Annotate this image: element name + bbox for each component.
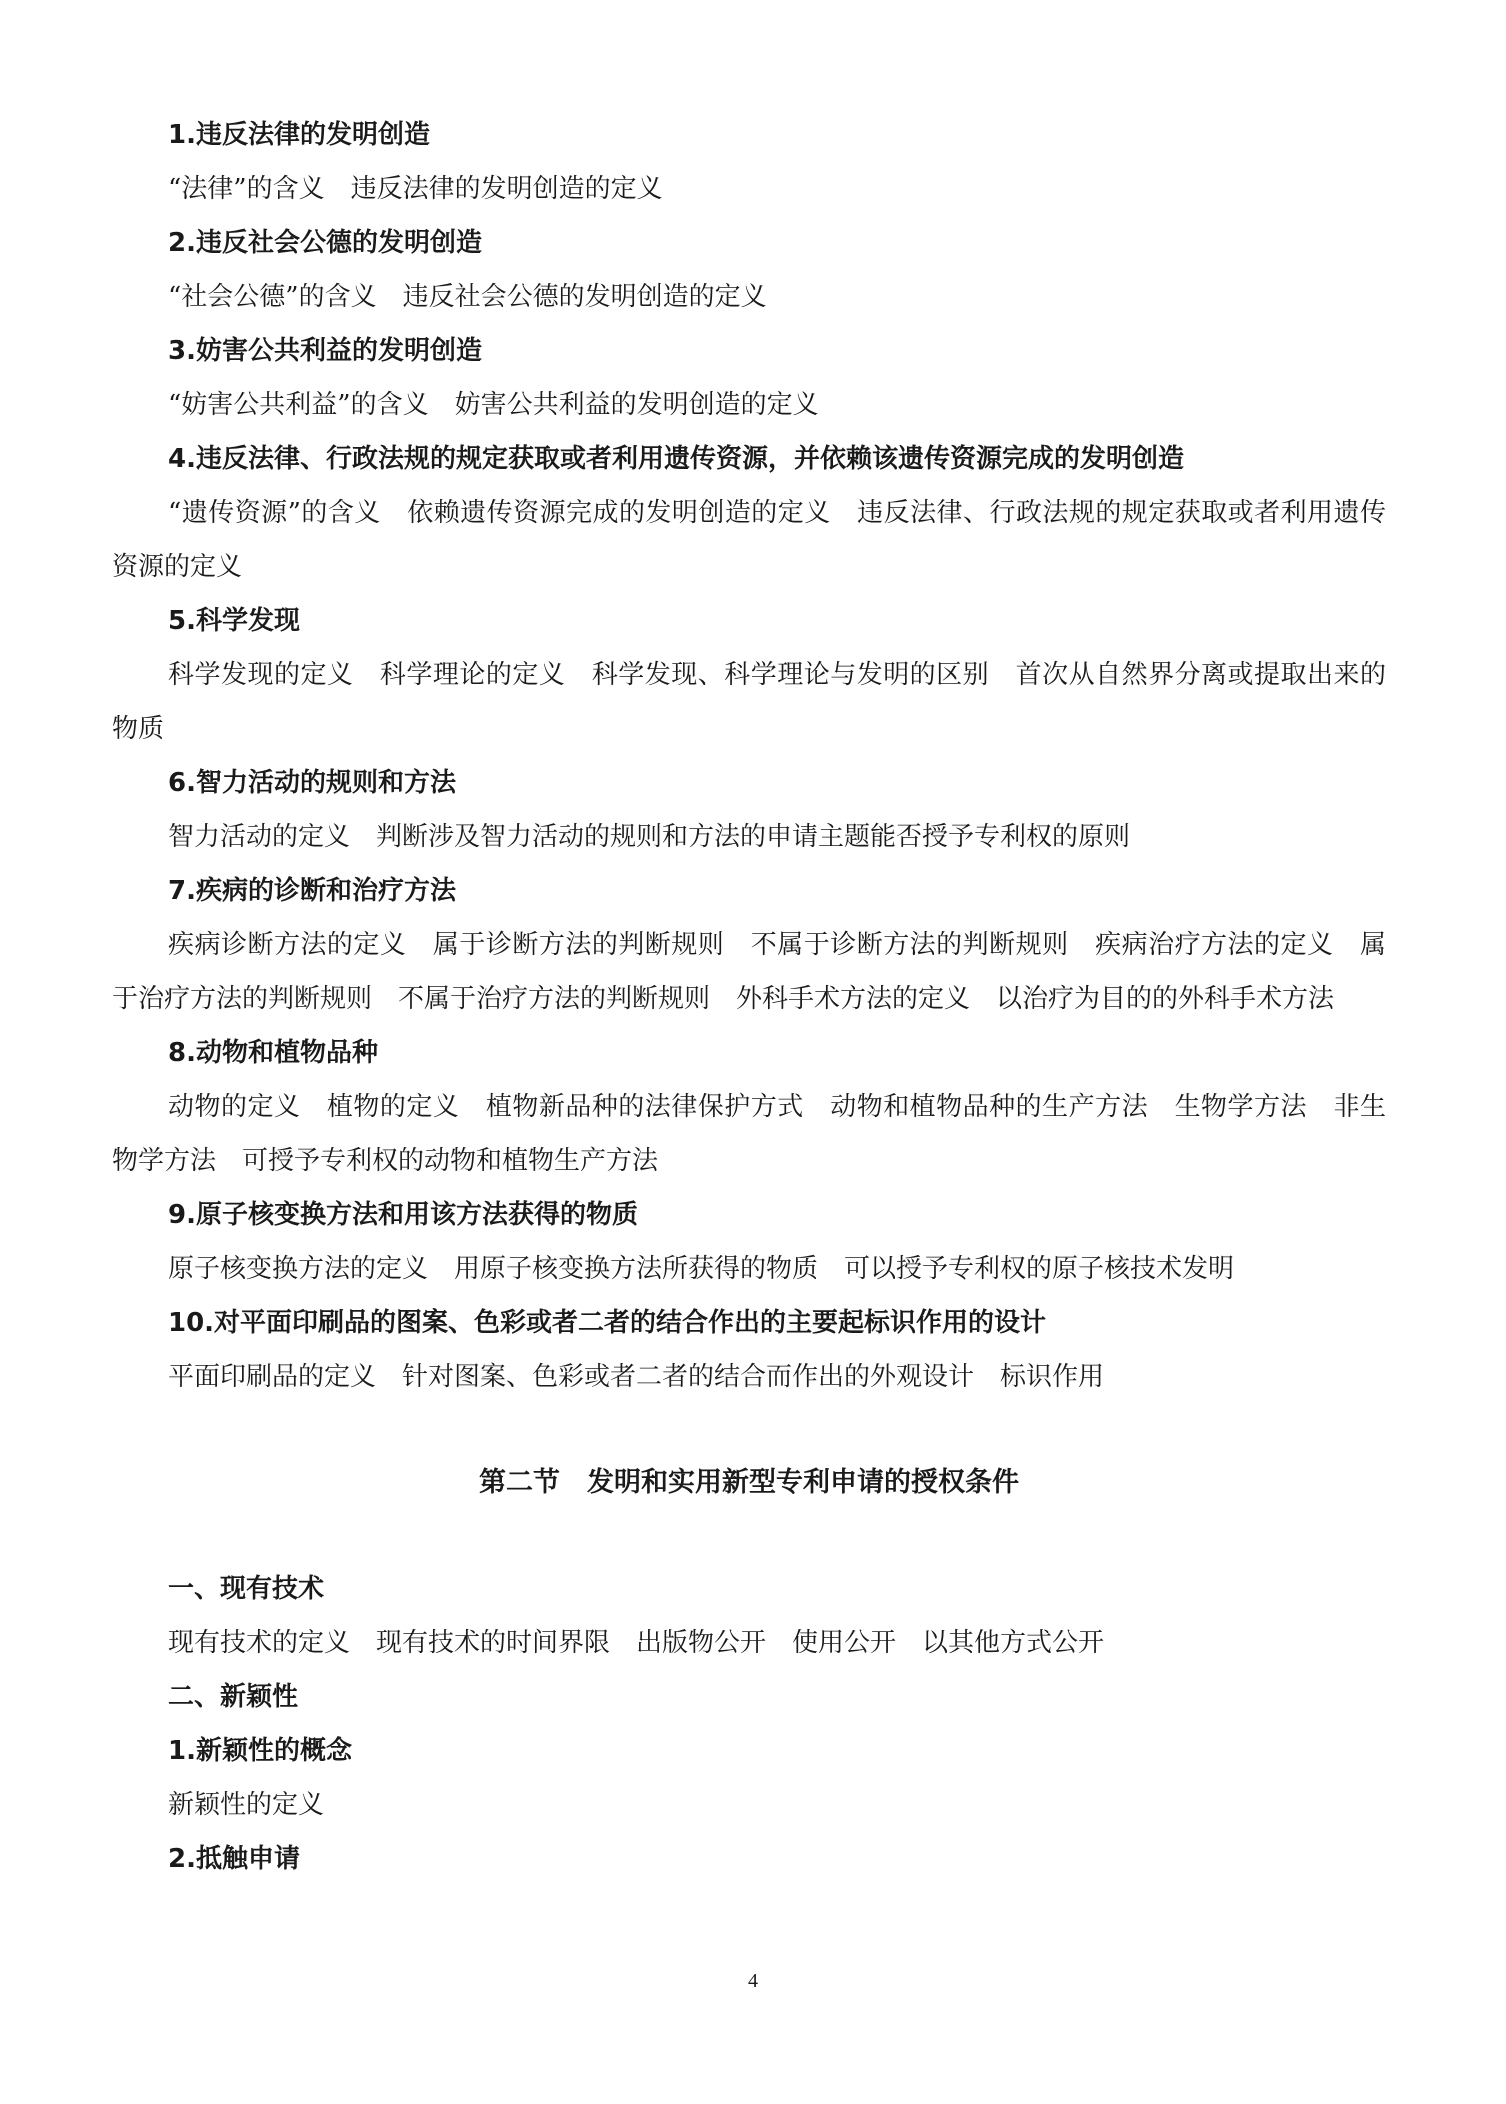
section-heading-prior-art: 一、现有技术	[168, 1574, 325, 1604]
section-heading-novelty: 二、新颖性	[168, 1682, 299, 1712]
item-heading: 4.违反法律、行政法规的规定获取或者利用遗传资源，并依赖该遗传资源完成的发明创造	[168, 444, 1184, 474]
item-text: 疾病诊断方法的定义 属于诊断方法的判断规则 不属于诊断方法的判断规则 疾病治疗方法的定义 属于治疗方法的判断规则 不属于治疗方法的判断规则 外科手术方法的定义 以治疗为目的的外科手术方法	[112, 930, 1386, 1014]
item-text: “社会公德”的含义 违反社会公德的发明创造的定义	[168, 282, 767, 312]
section-heading-conflicting-application: 2.抵触申请	[168, 1844, 300, 1874]
item-text: 动物的定义 植物的定义 植物新品种的法律保护方式 动物和植物品种的生产方法 生物学方法 非生物学方法 可授予专利权的动物和植物生产方法	[112, 1092, 1386, 1176]
item-heading: 1.违反法律的发明创造	[168, 120, 430, 150]
item-heading: 10.对平面印刷品的图案、色彩或者二者的结合作出的主要起标识作用的设计	[168, 1308, 1047, 1338]
page-number: 4	[748, 1970, 758, 1992]
item-list	[112, 108, 1386, 1404]
item-heading: 5.科学发现	[168, 606, 300, 636]
item-text: “妨害公共利益”的含义 妨害公共利益的发明创造的定义	[168, 390, 819, 420]
item-text: “法律”的含义 违反法律的发明创造的定义	[168, 174, 663, 204]
section-heading-novelty-concept: 1.新颖性的概念	[168, 1736, 352, 1766]
item-heading: 7.疾病的诊断和治疗方法	[168, 876, 456, 906]
item-heading: 8.动物和植物品种	[168, 1038, 378, 1068]
section-title: 第二节 发明和实用新型专利申请的授权条件	[479, 1467, 1019, 1498]
item-text: “遗传资源”的含义 依赖遗传资源完成的发明创造的定义 违反法律、行政法规的规定获取或者利用遗传资源的定义	[112, 498, 1386, 582]
item-heading: 2.违反社会公德的发明创造	[168, 228, 482, 258]
item-text: 智力活动的定义 判断涉及智力活动的规则和方法的申请主题能否授予专利权的原则	[168, 822, 1131, 852]
document-page	[112, 108, 1386, 1886]
item-text: 平面印刷品的定义 针对图案、色彩或者二者的结合而作出的外观设计 标识作用	[168, 1362, 1105, 1392]
section-item-list	[112, 1562, 1386, 1886]
section-text-prior-art: 现有技术的定义 现有技术的时间界限 出版物公开 使用公开 以其他方式公开	[168, 1628, 1105, 1658]
item-heading: 9.原子核变换方法和用该方法获得的物质	[168, 1200, 638, 1230]
item-heading: 3.妨害公共利益的发明创造	[168, 336, 482, 366]
section-text-novelty-concept: 新颖性的定义	[168, 1790, 325, 1820]
item-text: 科学发现的定义 科学理论的定义 科学发现、科学理论与发明的区别 首次从自然界分离或提取出来的物质	[112, 660, 1386, 744]
item-text: 原子核变换方法的定义 用原子核变换方法所获得的物质 可以授予专利权的原子核技术发明	[168, 1254, 1235, 1284]
item-heading: 6.智力活动的规则和方法	[168, 768, 456, 798]
